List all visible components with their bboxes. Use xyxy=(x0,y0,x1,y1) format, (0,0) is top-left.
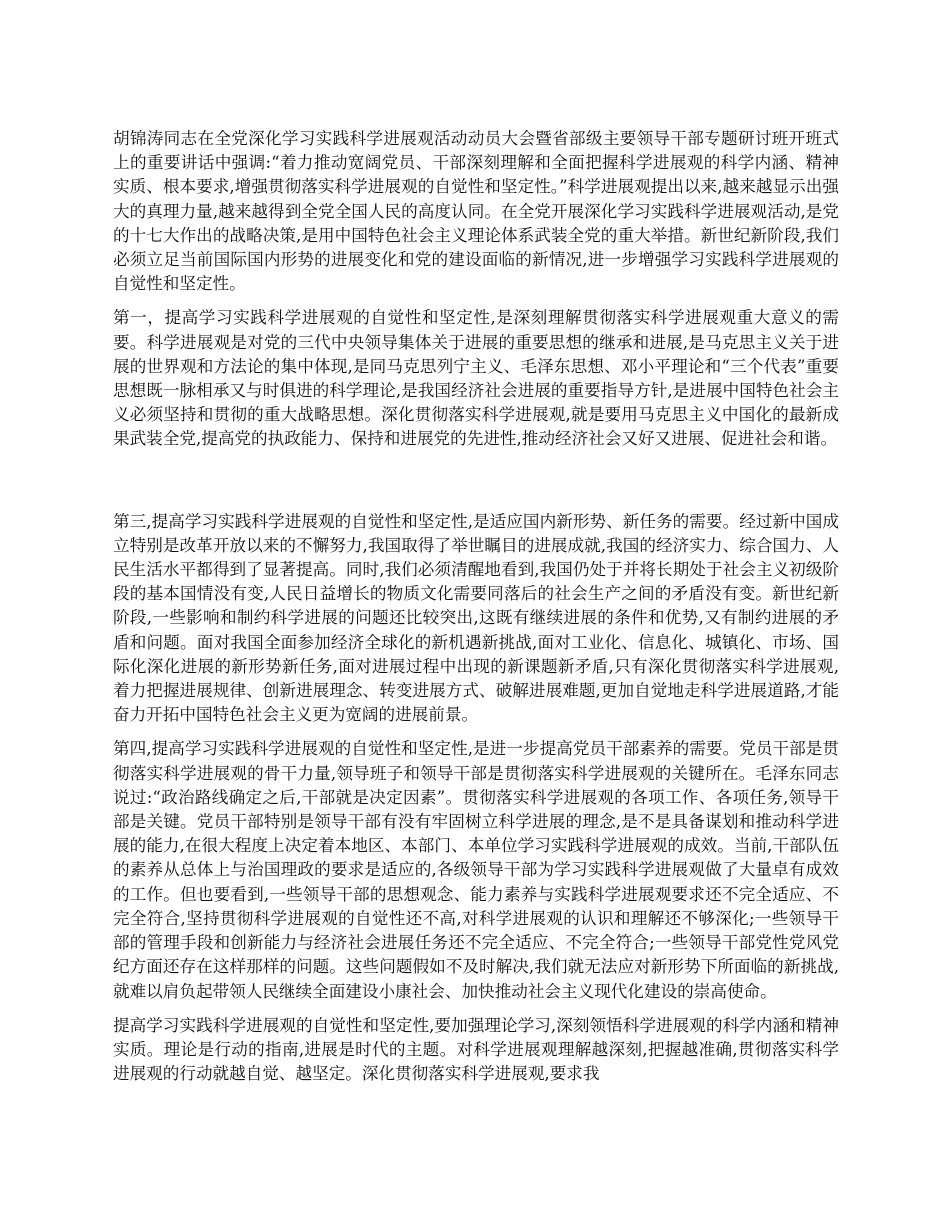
paragraph-intro: 胡锦涛同志在全党深化学习实践科学进展观活动动员大会暨省部级主要领导干部专题研讨班开班式上的重要讲话中强调:“着力推动宽阔党员、干部深刻理解和全面把握科学进展观的科学内涵、精神实质、根本要求,增强贯彻落实科学进展观的自觉性和坚定性。”科学进展观提出以来,越来越显示出强大的真理力量,越来越得到全党全国人民的高度认同。在全党开展深化学习实践科学进展观活动,是党的十七大作出的战略决策,是用中国特色社会主义理论体系武装全党的重大举措。新世纪新阶段,我们必须立足当前国际国内形势的进展变化和党的建设面临的新情况,进一步增强学习实践科学进展观的自觉性和坚定性。 xyxy=(113,129,839,294)
paragraph-first-point: 第一，提高学习实践科学进展观的自觉性和坚定性,是深刻理解贯彻落实科学进展观重大意义的需要。科学进展观是对党的三代中央领导集体关于进展的重要思想的继承和进展,是马克思主义关于进展的世界观和方法论的集中体现,是同马克思列宁主义、毛泽东思想、邓小平理论和“三个代表”重要思想既一脉相承又与时俱进的科学理论,是我国经济社会进展的重要指导方针,是进展中国特色社会主义必须坚持和贯彻的重大战略思想。深化贯彻落实科学进展观,就是要用马克思主义中国化的最新成果武装全党,提高党的执政能力、保持和进展党的先进性,推动经济社会又好又进展、促进社会和谐。 xyxy=(113,308,839,449)
document-body xyxy=(113,127,839,1086)
paragraph-third-point: 第三,提高学习实践科学进展观的自觉性和坚定性,是适应国内新形势、新任务的需要。经过新中国成立特别是改革开放以来的不懈努力,我国取得了举世瞩目的进展成就,我国的经济实力、综合国力、人民生活水平都得到了显著提高。同时,我们必须清醒地看到,我国仍处于并将长期处于社会主义初级阶段的基本国情没有变,人民日益增长的物质文化需要同落后的社会生产之间的矛盾没有变。新世纪新阶段,一些影响和制约科学进展的问题还比较突出,这既有继续进展的条件和优势,又有制约进展的矛盾和问题。面对我国全面参加经济全球化的新机遇新挑战,面对工业化、信息化、城镇化、市场、国际化深化进展的新形势新任务,面对进展过程中出现的新课题新矛盾,只有深化贯彻落实科学进展观,着力把握进展规律、创新进展理念、转变进展方式、破解进展难题,更加自觉地走科学进展道路,才能奋力开拓中国特色社会主义更为宽阔的进展前景。 xyxy=(113,511,839,725)
paragraph-fourth-point: 第四,提高学习实践科学进展观的自觉性和坚定性,是进一步提高党员干部素养的需要。党员干部是贯彻落实科学进展观的骨干力量,领导班子和领导干部是贯彻落实科学进展观的关键所在。毛泽东同志说过:“政治路线确定之后,干部就是决定因素”。贯彻落实科学进展观的各项工作、各项任务,领导干部是关键。党员干部特别是领导干部有没有牢固树立科学进展的理念,是不是具备谋划和推动科学进展的能力,在很大程度上决定着本地区、本部门、本单位学习实践科学进展观的成效。当前,干部队伍的素养从总体上与治国理政的要求是适应的,各级领导干部为学习实践科学进展观做了大量卓有成效的工作。但也要看到,一些领导干部的思想观念、能力素养与实践科学进展观要求还不完全适应、不完全符合,坚持贯彻科学进展观的自觉性还不高,对科学进展观的认识和理解还不够深化;一些领导干部的管理手段和创新能力与经济社会进展任务还不完全适应、不完全符合;一些领导干部党性党风党纪方面还存在这样那样的问题。这些问题假如不及时解决,我们就无法应对新形势下所面临的新挑战,就难以肩负起带领人民继续全面建设小康社会、加快推动社会主义现代化建设的崇高使命。 xyxy=(113,739,839,1001)
paragraph-study-theory: 提高学习实践科学进展观的自觉性和坚定性,要加强理论学习,深刻领悟科学进展观的科学内涵和精神实质。理论是行动的指南,进展是时代的主题。对科学进展观理解越深刻,把握越准确,贯彻落实科学进展观的行动就越自觉、越坚定。深化贯彻落实科学进展观,要求我 xyxy=(113,1015,839,1084)
